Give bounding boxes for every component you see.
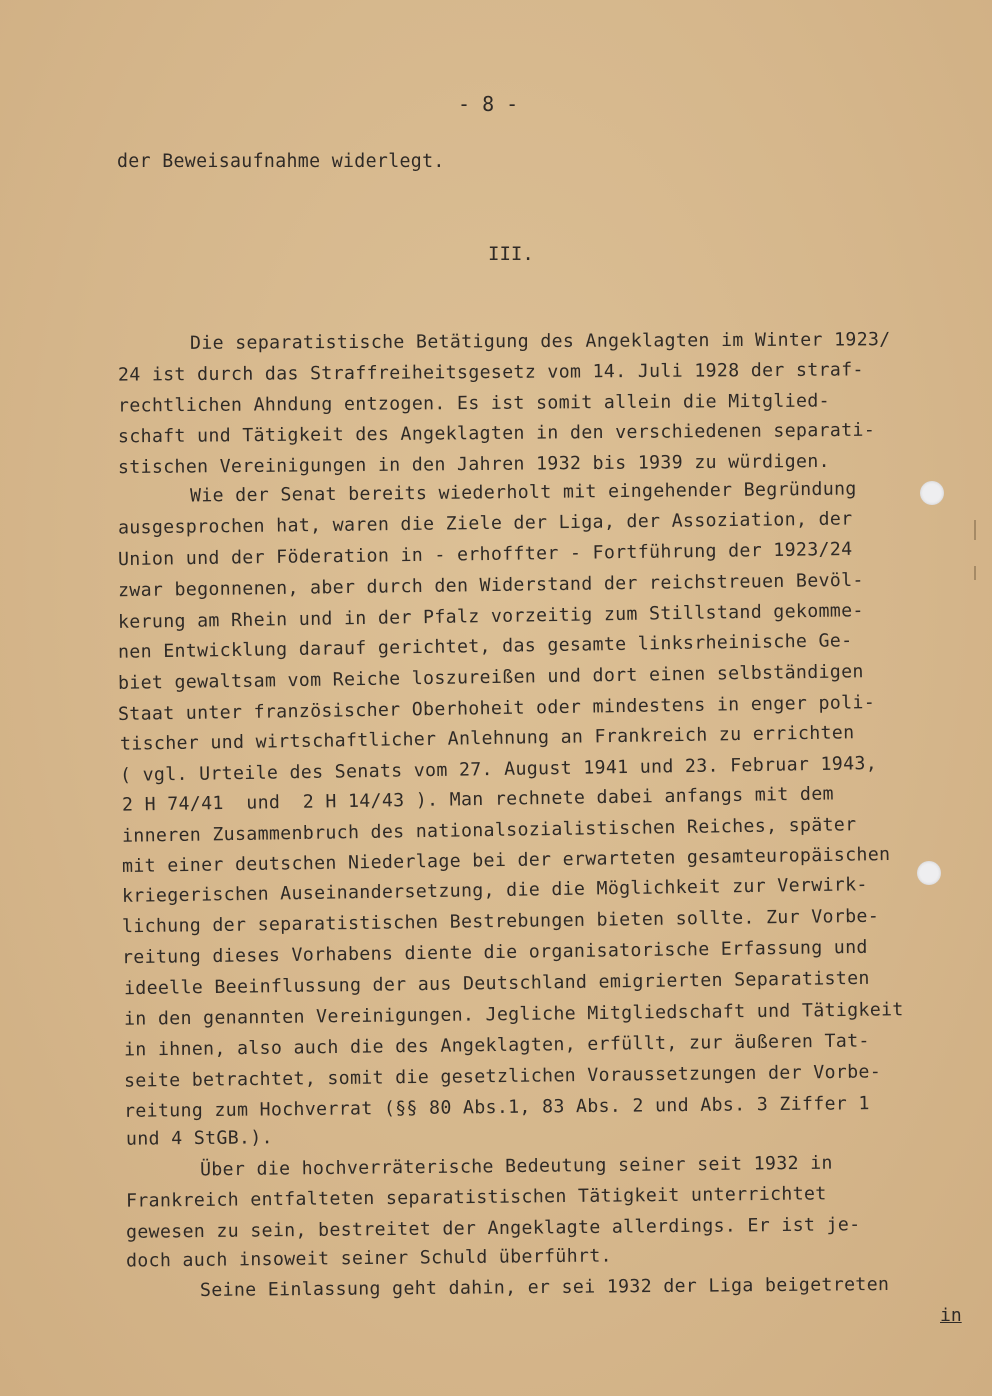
text-line: Die separatistische Betätigung des Angeklagten im Winter 1923/ xyxy=(189,329,891,354)
text-line: seite betrachtet, somit die gesetzlichen Voraussetzungen der Vorbe- xyxy=(123,1061,882,1092)
text-line: rechtlichen Ahndung entzogen. Es ist somit allein die Mitglied- xyxy=(117,390,830,417)
text-line: Seine Einlassung geht dahin, er sei 1932 der Liga beigetreten xyxy=(199,1273,890,1302)
text-line: doch auch insoweit seiner Schuld überführt. xyxy=(125,1245,612,1272)
text-line: ausgesprochen hat, waren die Ziele der Liga, der Assoziation, der xyxy=(117,508,853,539)
text-line: stischen Vereinigungen in den Jahren 1932 bis 1939 zu würdigen. xyxy=(117,450,830,479)
text-line: in den genannten Vereinigungen. Jegliche Mitgliedschaft und Tätigkeit xyxy=(123,999,904,1030)
text-line: Wie der Senat bereits wiederholt mit eingehender Begründung xyxy=(189,478,857,507)
text-line: kriegerischen Auseinandersetzung, die die Möglichkeit zur Verwirk- xyxy=(121,874,868,907)
text-line: Union und der Föderation in - erhoffter - Fortführung der 1923/24 xyxy=(117,538,853,571)
text-line: zwar begonnenen, aber durch den Widerstand der reichstreuen Bevöl- xyxy=(117,569,864,602)
text-line: Staat unter französischer Oberhoheit oder mindestens in enger poli- xyxy=(117,692,876,725)
text-line: 2 H 74/41 und 2 H 14/43 ). Man rechnete dabei anfangs mit dem xyxy=(121,783,835,816)
text-line: ( vgl. Urteile des Senats vom 27. August 1941 und 23. Februar 1943, xyxy=(119,753,878,786)
section-heading: III. xyxy=(488,243,534,265)
text-line: gewesen zu sein, bestreitet der Angeklagte allerdings. Er ist je- xyxy=(125,1214,861,1243)
edge-mark xyxy=(974,566,976,580)
catchword: in xyxy=(940,1305,962,1326)
punch-hole xyxy=(920,481,944,505)
text-line: tischer und wirtschaftlicher Anlehnung an Frankreich zu errichten xyxy=(119,722,855,755)
text-line: 24 ist durch das Straffreiheitsgesetz vom 14. Juli 1928 der straf- xyxy=(117,359,864,386)
text-line: kerung am Rhein und in der Pfalz vorzeitig zum Stillstand gekomme- xyxy=(117,600,864,633)
text-line: schaft und Tätigkeit des Angeklagten in den verschiedenen separati- xyxy=(117,419,876,448)
text-line: reitung dieses Vorhabens diente die organisatorische Erfassung und xyxy=(121,936,868,969)
text-line: lichung der separatistischen Bestrebungen bieten sollte. Zur Vorbe- xyxy=(121,905,880,938)
text-line: nen Entwicklung darauf gerichtet, das gesamte linksrheinische Ge- xyxy=(117,630,853,663)
page-number: - 8 - xyxy=(458,92,519,116)
text-line: und 4 StGB.). xyxy=(125,1127,274,1150)
text-line: biet gewaltsam vom Reiche loszureißen und dort einen selbständigen xyxy=(117,661,864,694)
text-line: der Beweisaufnahme widerlegt. xyxy=(117,151,445,172)
text-line: in ihnen, also auch die des Angeklagten, erfüllt, zur äußeren Tat- xyxy=(123,1030,870,1061)
edge-mark xyxy=(974,520,976,540)
text-line: ideelle Beeinflussung der aus Deutschland emigrierten Separatisten xyxy=(123,967,870,1000)
text-line: inneren Zusammenbruch des nationalsozialistischen Reiches, später xyxy=(121,814,857,847)
text-line: Frankreich entfalteten separatistischen Tätigkeit unterrichtet xyxy=(125,1183,827,1212)
text-line: reitung zum Hochverrat (§§ 80 Abs.1, 83 Abs. 2 und Abs. 3 Ziffer 1 xyxy=(123,1093,870,1122)
text-line: mit einer deutschen Niederlage bei der erwarteten gesamteuropäischen xyxy=(121,843,891,878)
punch-hole xyxy=(917,861,941,885)
text-line: Über die hochverräterische Bedeutung seiner seit 1932 in xyxy=(199,1152,833,1181)
